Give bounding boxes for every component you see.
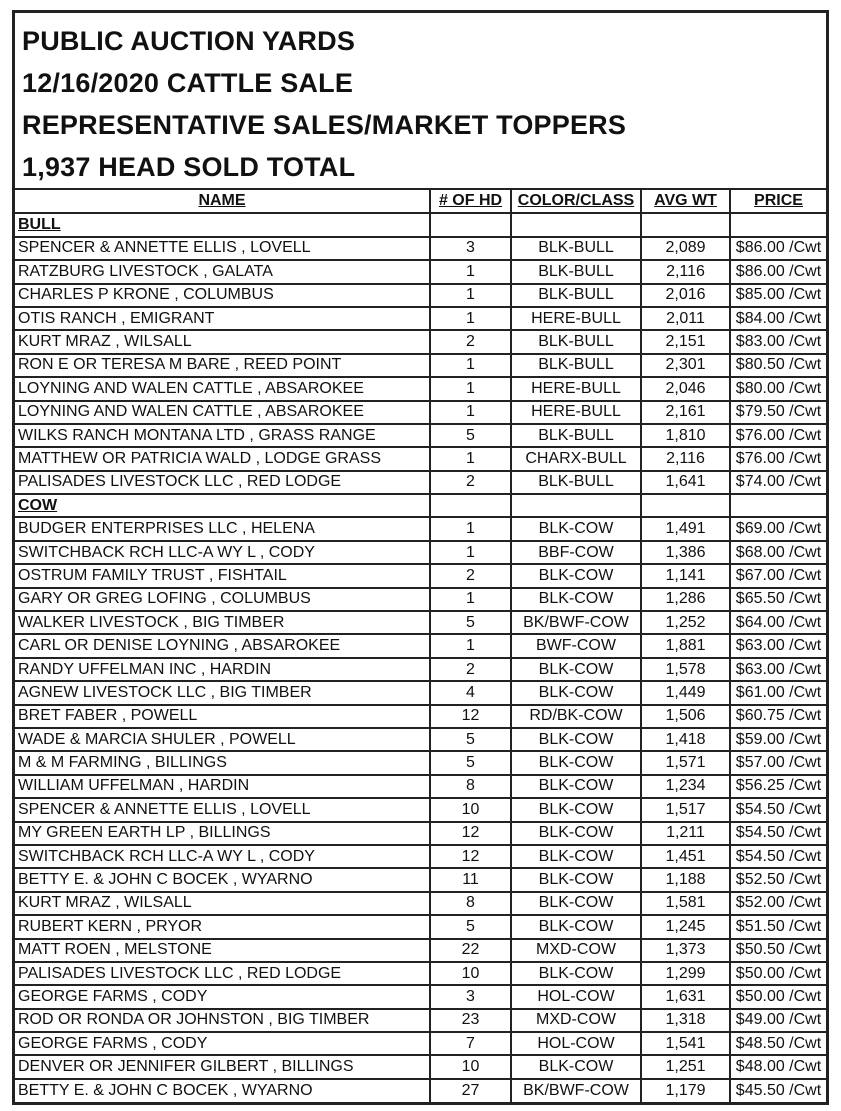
- section-row: [15, 213, 826, 236]
- table-row: [15, 611, 826, 634]
- price-cell: $57.00 /Cwt: [730, 751, 826, 774]
- table-row: [15, 330, 826, 353]
- color-class-cell: MXD-COW: [511, 939, 641, 962]
- price-cell: $52.50 /Cwt: [730, 868, 826, 891]
- table-row: [15, 447, 826, 470]
- price-cell: $80.50 /Cwt: [730, 354, 826, 377]
- color-class-cell: BWF-COW: [511, 634, 641, 657]
- section-row: [15, 494, 826, 517]
- color-class-cell: BLK-COW: [511, 681, 641, 704]
- avg-wt-cell: 2,046: [641, 377, 730, 400]
- price-cell: $51.50 /Cwt: [730, 915, 826, 938]
- head-count-cell: 8: [430, 775, 511, 798]
- color-class-cell: BLK-COW: [511, 775, 641, 798]
- table-row: [15, 424, 826, 447]
- head-count-cell: 22: [430, 939, 511, 962]
- name-cell: WILKS RANCH MONTANA LTD , GRASS RANGE: [15, 424, 430, 447]
- table-row: [15, 962, 826, 985]
- price-cell: $85.00 /Cwt: [730, 284, 826, 307]
- price-cell: $60.75 /Cwt: [730, 705, 826, 728]
- name-cell: BRET FABER , POWELL: [15, 705, 430, 728]
- head-count-cell: 12: [430, 845, 511, 868]
- avg-wt-cell: 1,252: [641, 611, 730, 634]
- color-class-cell: BLK-BULL: [511, 237, 641, 260]
- color-class-cell: BLK-COW: [511, 517, 641, 540]
- name-cell: RON E OR TERESA M BARE , REED POINT: [15, 354, 430, 377]
- column-header-head-count: # OF HD: [430, 190, 511, 213]
- name-cell: RUBERT KERN , PRYOR: [15, 915, 430, 938]
- table-row: [15, 237, 826, 260]
- table-row: [15, 822, 826, 845]
- avg-wt-cell: 1,810: [641, 424, 730, 447]
- name-cell: MATTHEW OR PATRICIA WALD , LODGE GRASS: [15, 447, 430, 470]
- price-cell: $67.00 /Cwt: [730, 564, 826, 587]
- avg-wt-cell: 2,116: [641, 447, 730, 470]
- table-row: [15, 775, 826, 798]
- table-row: [15, 634, 826, 657]
- color-class-cell: BLK-COW: [511, 915, 641, 938]
- avg-wt-cell: 1,141: [641, 564, 730, 587]
- column-header-avg-wt: AVG WT: [641, 190, 730, 213]
- empty-cell: [730, 494, 826, 517]
- table-row: [15, 1032, 826, 1055]
- head-count-cell: 5: [430, 424, 511, 447]
- price-cell: $54.50 /Cwt: [730, 845, 826, 868]
- price-cell: $79.50 /Cwt: [730, 401, 826, 424]
- table-row: [15, 564, 826, 587]
- name-cell: PALISADES LIVESTOCK LLC , RED LODGE: [15, 962, 430, 985]
- color-class-cell: BLK-COW: [511, 822, 641, 845]
- column-header-color-class: COLOR/CLASS: [511, 190, 641, 213]
- table-row: [15, 868, 826, 891]
- price-cell: $45.50 /Cwt: [735, 1082, 822, 1100]
- table-row: [15, 751, 826, 774]
- table-row: [15, 728, 826, 751]
- color-class-cell: BK/BWF-COW: [511, 1079, 641, 1102]
- head-count-cell: 12: [430, 705, 511, 728]
- color-class-cell: BLK-COW: [511, 962, 641, 985]
- table-row: [15, 260, 826, 283]
- table-header-row: [15, 190, 826, 213]
- head-count-cell: 2: [430, 658, 511, 681]
- name-cell: WADE & MARCIA SHULER , POWELL: [15, 728, 430, 751]
- empty-cell: [641, 213, 730, 236]
- avg-wt-cell: 1,286: [641, 588, 730, 611]
- table-row: [15, 798, 826, 821]
- avg-wt-cell: 1,631: [641, 985, 730, 1008]
- name-cell: WALKER LIVESTOCK , BIG TIMBER: [15, 611, 430, 634]
- avg-wt-cell: 1,234: [641, 775, 730, 798]
- price-cell: $64.00 /Cwt: [730, 611, 826, 634]
- table-row: [15, 377, 826, 400]
- name-cell: KURT MRAZ , WILSALL: [15, 892, 430, 915]
- color-class-cell: BK/BWF-COW: [511, 611, 641, 634]
- price-cell: $76.00 /Cwt: [730, 447, 826, 470]
- color-class-cell: BLK-COW: [511, 1055, 641, 1078]
- avg-wt-cell: 1,318: [641, 1009, 730, 1032]
- name-cell: ROD OR RONDA OR JOHNSTON , BIG TIMBER: [15, 1009, 430, 1032]
- color-class-cell: BLK-COW: [511, 588, 641, 611]
- table-row: [15, 471, 826, 494]
- color-class-cell: BLK-COW: [511, 845, 641, 868]
- color-class-cell: MXD-COW: [511, 1009, 641, 1032]
- price-cell: $74.00 /Cwt: [730, 471, 826, 494]
- name-cell: OTIS RANCH , EMIGRANT: [15, 307, 430, 330]
- name-cell: OSTRUM FAMILY TRUST , FISHTAIL: [15, 564, 430, 587]
- avg-wt-cell: 2,089: [641, 237, 730, 260]
- color-class-cell: BLK-BULL: [511, 471, 641, 494]
- color-class-cell: HERE-BULL: [511, 307, 641, 330]
- head-count-cell: 1: [430, 541, 511, 564]
- head-count-cell: 8: [430, 892, 511, 915]
- avg-wt-cell: 1,506: [641, 705, 730, 728]
- price-cell: $50.00 /Cwt: [730, 962, 826, 985]
- avg-wt-cell: 1,571: [641, 751, 730, 774]
- avg-wt-cell: 1,491: [641, 517, 730, 540]
- head-count-cell: 1: [430, 447, 511, 470]
- price-cell: $83.00 /Cwt: [730, 330, 826, 353]
- empty-cell: [511, 494, 641, 517]
- price-cell: $50.50 /Cwt: [730, 939, 826, 962]
- table-row: [15, 892, 826, 915]
- name-cell: CHARLES P KRONE , COLUMBUS: [15, 284, 430, 307]
- report-title: PUBLIC AUCTION YARDS: [22, 26, 356, 56]
- price-cell: $65.50 /Cwt: [730, 588, 826, 611]
- color-class-cell: BLK-COW: [511, 798, 641, 821]
- color-class-cell: RD/BK-COW: [511, 705, 641, 728]
- color-class-cell: BLK-BULL: [511, 260, 641, 283]
- report-document: [12, 10, 829, 1105]
- price-cell: $86.00 /Cwt: [730, 237, 826, 260]
- price-cell: $69.00 /Cwt: [730, 517, 826, 540]
- table-row: [15, 588, 826, 611]
- color-class-cell: HOL-COW: [511, 985, 641, 1008]
- color-class-cell: BLK-BULL: [511, 424, 641, 447]
- avg-wt-cell: 1,188: [641, 868, 730, 891]
- price-cell: $61.00 /Cwt: [730, 681, 826, 704]
- avg-wt-cell: 2,116: [641, 260, 730, 283]
- avg-wt-cell: 2,151: [641, 330, 730, 353]
- table-row: [15, 705, 826, 728]
- price-cell: $49.00 /Cwt: [730, 1009, 826, 1032]
- section-label: COW: [15, 494, 430, 517]
- table-row: [15, 401, 826, 424]
- head-count-cell: 1: [430, 354, 511, 377]
- avg-wt-cell: 1,578: [641, 658, 730, 681]
- head-count-cell: 5: [430, 611, 511, 634]
- empty-cell: [641, 494, 730, 517]
- head-count-cell: 23: [430, 1009, 511, 1032]
- name-cell: MATT ROEN , MELSTONE: [15, 939, 430, 962]
- head-count-cell: 1: [430, 260, 511, 283]
- report-title-block: [15, 13, 826, 190]
- price-cell: $54.50 /Cwt: [730, 798, 826, 821]
- price-cell: $52.00 /Cwt: [730, 892, 826, 915]
- color-class-cell: BBF-COW: [511, 541, 641, 564]
- price-cell: $63.00 /Cwt: [730, 634, 826, 657]
- head-count-cell: 1: [430, 401, 511, 424]
- name-cell: GEORGE FARMS , CODY: [15, 985, 430, 1008]
- name-cell: DENVER OR JENNIFER GILBERT , BILLINGS: [15, 1055, 430, 1078]
- table-row: [15, 939, 826, 962]
- price-cell: $48.00 /Cwt: [730, 1055, 826, 1078]
- head-count-cell: 1: [430, 588, 511, 611]
- avg-wt-cell: 1,211: [641, 822, 730, 845]
- avg-wt-cell: 1,581: [641, 892, 730, 915]
- table-row: [15, 1055, 826, 1078]
- price-cell: $68.00 /Cwt: [730, 541, 826, 564]
- avg-wt-cell: 1,641: [641, 471, 730, 494]
- color-class-cell: HERE-BULL: [511, 401, 641, 424]
- head-count-cell: 27: [430, 1079, 511, 1102]
- table-row: [15, 915, 826, 938]
- avg-wt-cell: 1,451: [641, 845, 730, 868]
- head-count-cell: 5: [430, 915, 511, 938]
- table-row: [15, 517, 826, 540]
- price-cell: $48.50 /Cwt: [730, 1032, 826, 1055]
- head-count-cell: 7: [430, 1032, 511, 1055]
- name-cell: CARL OR DENISE LOYNING , ABSAROKEE: [15, 634, 430, 657]
- price-cell: $86.00 /Cwt: [730, 260, 826, 283]
- report-sale-date: 12/16/2020 CATTLE SALE: [22, 68, 354, 98]
- name-cell: SPENCER & ANNETTE ELLIS , LOVELL: [15, 237, 430, 260]
- avg-wt-cell: 1,449: [641, 681, 730, 704]
- table-row: [15, 307, 826, 330]
- name-cell: GEORGE FARMS , CODY: [15, 1032, 430, 1055]
- name-cell: GARY OR GREG LOFING , COLUMBUS: [15, 588, 430, 611]
- table-row: [15, 1009, 826, 1032]
- color-class-cell: BLK-BULL: [511, 284, 641, 307]
- table-row: [15, 284, 826, 307]
- avg-wt-cell: 2,161: [641, 401, 730, 424]
- price-cell: $84.00 /Cwt: [730, 307, 826, 330]
- avg-wt-cell: 1,373: [641, 939, 730, 962]
- head-count-cell: 12: [430, 822, 511, 845]
- head-count-cell: 1: [430, 307, 511, 330]
- color-class-cell: BLK-COW: [511, 868, 641, 891]
- name-cell: LOYNING AND WALEN CATTLE , ABSAROKEE: [15, 401, 430, 424]
- name-cell: LOYNING AND WALEN CATTLE , ABSAROKEE: [15, 377, 430, 400]
- price-cell: $59.00 /Cwt: [730, 728, 826, 751]
- table-row: [15, 658, 826, 681]
- price-cell: $76.00 /Cwt: [730, 424, 826, 447]
- color-class-cell: BLK-COW: [511, 564, 641, 587]
- color-class-cell: BLK-COW: [511, 728, 641, 751]
- avg-wt-cell: 1,541: [641, 1032, 730, 1055]
- column-header-name: NAME: [15, 190, 430, 213]
- avg-wt-cell: 1,386: [641, 541, 730, 564]
- avg-wt-cell: 1,251: [641, 1055, 730, 1078]
- head-count-cell: 1: [430, 517, 511, 540]
- head-count-cell: 1: [430, 284, 511, 307]
- color-class-cell: BLK-COW: [511, 892, 641, 915]
- price-cell: $50.00 /Cwt: [730, 985, 826, 1008]
- head-count-cell: 2: [430, 564, 511, 587]
- head-count-cell: 10: [430, 1055, 511, 1078]
- name-cell: SPENCER & ANNETTE ELLIS , LOVELL: [15, 798, 430, 821]
- color-class-cell: HERE-BULL: [511, 377, 641, 400]
- head-count-cell: 1: [430, 377, 511, 400]
- name-cell: BETTY E. & JOHN C BOCEK , WYARNO: [15, 868, 430, 891]
- name-cell: BUDGER ENTERPRISES LLC , HELENA: [15, 517, 430, 540]
- head-count-cell: 10: [430, 798, 511, 821]
- name-cell: RATZBURG LIVESTOCK , GALATA: [15, 260, 430, 283]
- avg-wt-cell: 2,016: [641, 284, 730, 307]
- head-count-cell: 4: [430, 681, 511, 704]
- head-count-cell: 5: [430, 751, 511, 774]
- table-row: [15, 985, 826, 1008]
- table-row: [15, 681, 826, 704]
- head-count-cell: 2: [430, 471, 511, 494]
- color-class-cell: BLK-COW: [511, 751, 641, 774]
- head-count-cell: 10: [430, 962, 511, 985]
- avg-wt-cell: 2,301: [641, 354, 730, 377]
- avg-wt-cell: 1,881: [641, 634, 730, 657]
- name-cell: PALISADES LIVESTOCK LLC , RED LODGE: [15, 471, 430, 494]
- price-cell: $63.00 /Cwt: [730, 658, 826, 681]
- head-count-cell: 3: [430, 237, 511, 260]
- name-cell: RANDY UFFELMAN INC , HARDIN: [15, 658, 430, 681]
- table-row: [15, 541, 826, 564]
- report-head-total: 1,937 HEAD SOLD TOTAL: [22, 152, 356, 182]
- color-class-cell: BLK-BULL: [511, 354, 641, 377]
- color-class-cell: BLK-BULL: [511, 330, 641, 353]
- color-class-cell: CHARX-BULL: [511, 447, 641, 470]
- name-cell: SWITCHBACK RCH LLC-A WY L , CODY: [15, 845, 430, 868]
- sales-table: [15, 190, 826, 1102]
- empty-cell: [730, 213, 826, 236]
- avg-wt-cell: 2,011: [641, 307, 730, 330]
- name-cell: AGNEW LIVESTOCK LLC , BIG TIMBER: [15, 681, 430, 704]
- empty-cell: [430, 494, 511, 517]
- empty-cell: [511, 213, 641, 236]
- name-cell: KURT MRAZ , WILSALL: [15, 330, 430, 353]
- price-cell: $80.00 /Cwt: [730, 377, 826, 400]
- color-class-cell: BLK-COW: [511, 658, 641, 681]
- avg-wt-cell: 1,418: [641, 728, 730, 751]
- table-row: [15, 354, 826, 377]
- name-cell: BETTY E. & JOHN C BOCEK , WYARNO: [15, 1079, 430, 1102]
- price-cell: $54.50 /Cwt: [730, 822, 826, 845]
- column-header-price: PRICE: [730, 190, 826, 213]
- table-row: [15, 845, 826, 868]
- name-cell: WILLIAM UFFELMAN , HARDIN: [15, 775, 430, 798]
- avg-wt-cell: 1,299: [641, 962, 730, 985]
- head-count-cell: 2: [430, 330, 511, 353]
- name-cell: M & M FARMING , BILLINGS: [15, 751, 430, 774]
- head-count-cell: 3: [430, 985, 511, 1008]
- section-label: BULL: [15, 213, 430, 236]
- avg-wt-cell: 1,517: [641, 798, 730, 821]
- price-cell: $56.25 /Cwt: [730, 775, 826, 798]
- avg-wt-cell: 1,179: [641, 1079, 730, 1102]
- head-count-cell: 11: [430, 868, 511, 891]
- head-count-cell: 5: [430, 728, 511, 751]
- report-subtitle: REPRESENTATIVE SALES/MARKET TOPPERS: [22, 110, 627, 140]
- table-row: [15, 1079, 826, 1102]
- empty-cell: [430, 213, 511, 236]
- name-cell: SWITCHBACK RCH LLC-A WY L , CODY: [15, 541, 430, 564]
- color-class-cell: HOL-COW: [511, 1032, 641, 1055]
- name-cell: MY GREEN EARTH LP , BILLINGS: [15, 822, 430, 845]
- avg-wt-cell: 1,245: [641, 915, 730, 938]
- head-count-cell: 1: [430, 634, 511, 657]
